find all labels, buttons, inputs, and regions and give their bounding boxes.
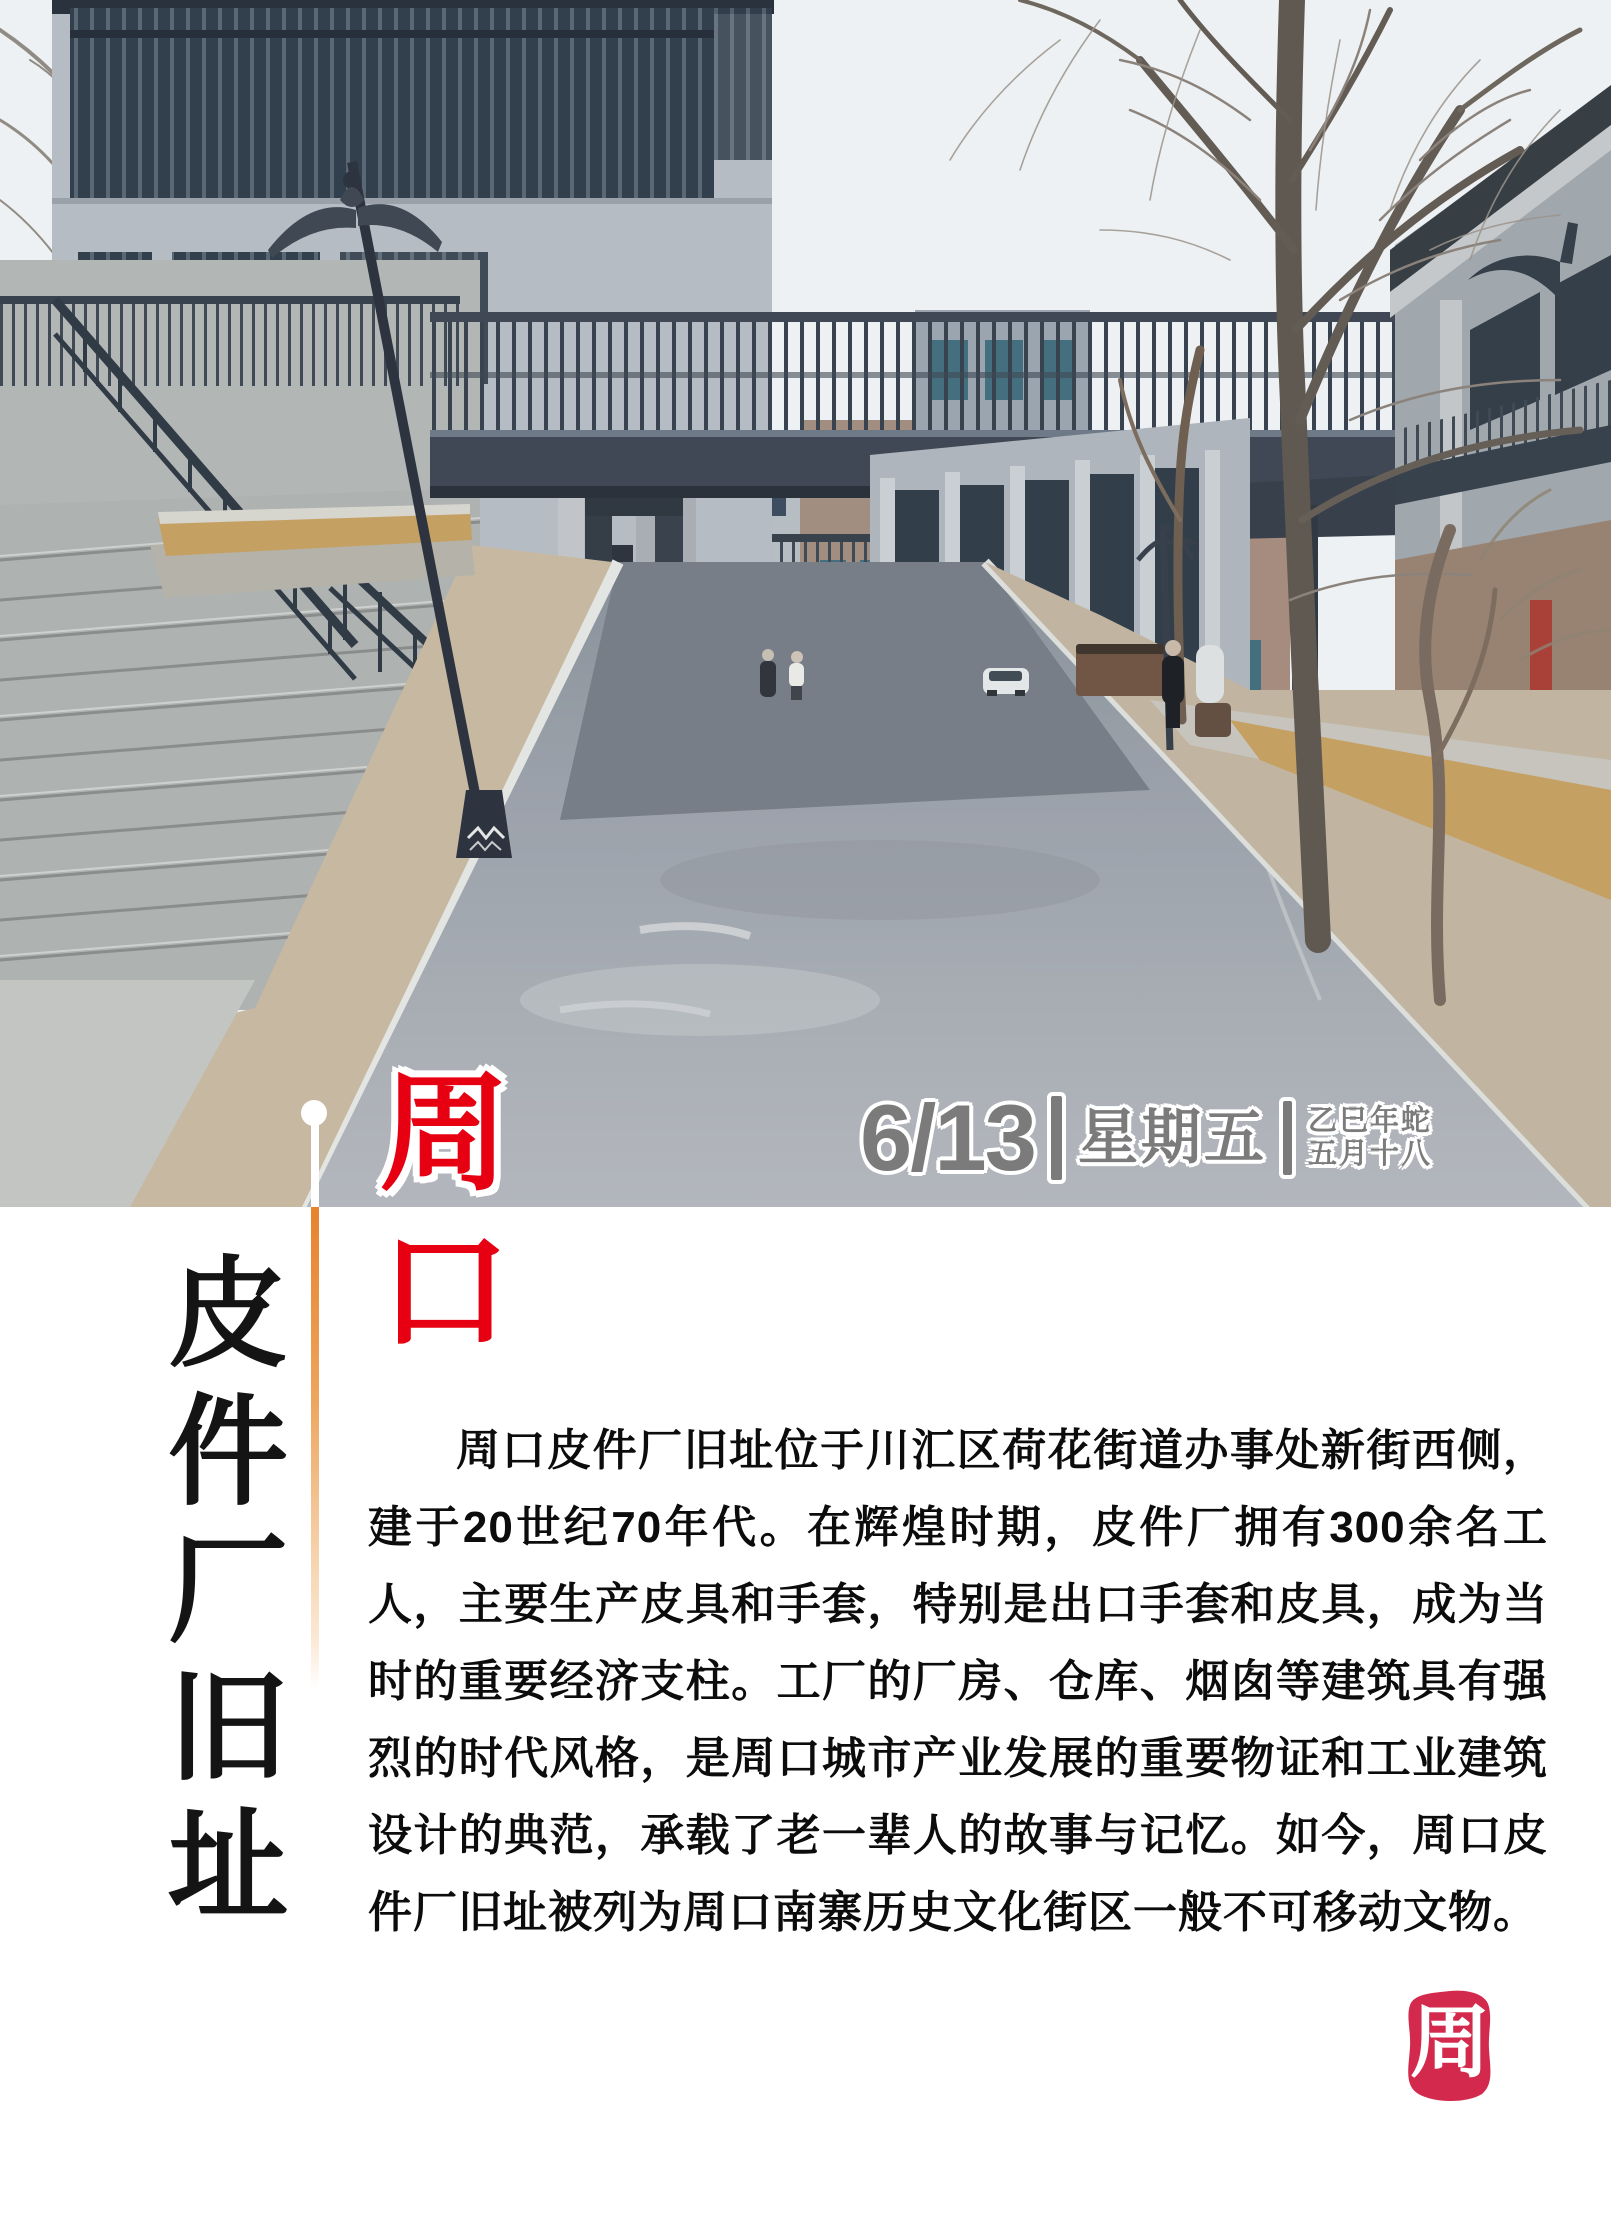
seal-graphic	[1400, 1988, 1500, 2106]
lunar-day: 五月十八	[1307, 1138, 1432, 1170]
date-text: 6/13	[860, 1085, 1035, 1190]
date-overlay	[860, 1086, 1432, 1190]
black-vertical-title: 皮件厂旧址	[151, 1250, 284, 1940]
red-vertical-title: 周口	[360, 1064, 504, 1380]
separator-bar	[1283, 1101, 1292, 1175]
body-paragraph: 周口皮件厂旧址位于川汇区荷花街道办事处新街西侧，建于20世纪70年代。在辉煌时期，皮件厂拥有300余名工人，主要生产皮具和手套，特别是出口手套和皮具，成为当时的重要经济支柱。工厂的厂房、仓库、烟囱等建筑具有强烈的时代风格，是周口城市产业发展的重要物证和工业建筑设计的典范，承载了老一辈人的故事与记忆。如今，周口皮件厂旧址被列为周口南寨历史文化街区一般不可移动文物。	[368, 1426, 1548, 1937]
lunar-date	[1308, 1105, 1432, 1171]
timeline-line-orange	[311, 1207, 319, 1689]
separator-bar	[1051, 1096, 1062, 1180]
timeline-line-white	[311, 1122, 319, 1208]
seal-character: 周	[1410, 2000, 1490, 2088]
lunar-year: 乙巳年蛇	[1307, 1105, 1432, 1137]
weekday-text: 星期五	[1077, 1104, 1267, 1171]
seal-stamp	[1400, 1988, 1500, 2106]
